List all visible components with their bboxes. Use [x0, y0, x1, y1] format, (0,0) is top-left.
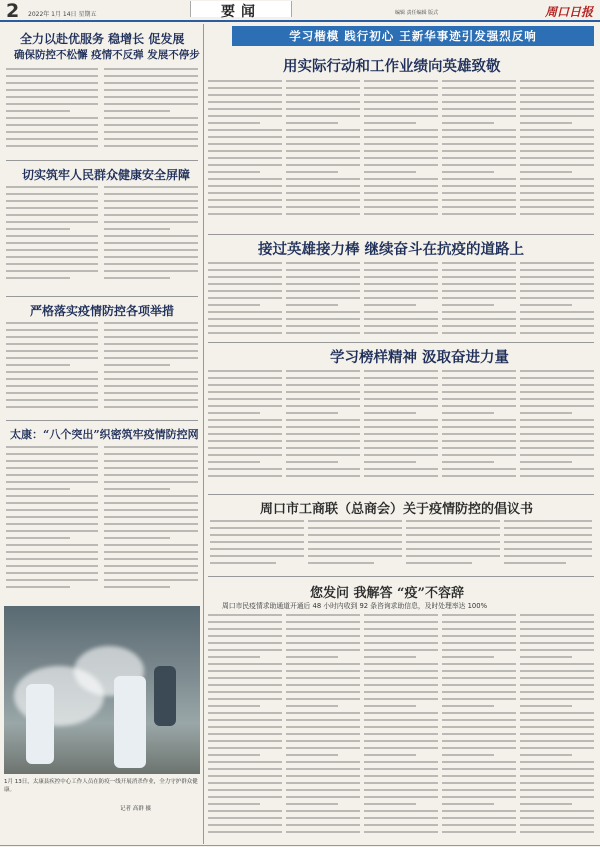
article-body: [286, 262, 360, 340]
article-body: [406, 520, 500, 572]
article-body: [364, 80, 438, 230]
article-divider: [6, 296, 198, 297]
article-body: [104, 322, 198, 416]
article-body: [6, 186, 98, 292]
article-body: [504, 520, 592, 572]
newspaper-logo: 周口日报: [545, 5, 594, 19]
article-subtitle: 确保防控不松懈 疫情不反弹 发展不停步: [14, 49, 200, 61]
article-title: 太康：“八个突出”织密筑牢疫情防控网: [10, 428, 199, 441]
section-title: 要闻: [190, 1, 292, 17]
editor-info: 编辑 责任编辑 版式: [395, 10, 439, 16]
article-body: [308, 520, 402, 572]
article-body: [208, 370, 282, 490]
article-title: 严格落实疫情防控各项举措: [30, 304, 175, 318]
article-body: [520, 80, 594, 230]
article-subtitle: 周口市民疫情求助通道开通后 48 小时内收到 92 条咨询求助信息，及时处理率达 100%: [222, 602, 488, 610]
article-body: [364, 262, 438, 340]
article-body: [6, 68, 98, 154]
article-title: 您发问 我解答 “疫”不容辞: [310, 586, 465, 601]
article-body: [6, 446, 98, 600]
article-body: [210, 520, 304, 572]
article-title: 接过英雄接力棒 继续奋斗在抗疫的道路上: [258, 241, 525, 258]
article-body: [442, 262, 516, 340]
article-body: [364, 614, 438, 842]
article-title: 切实筑牢人民群众健康安全屏障: [22, 168, 191, 182]
article-body: [442, 80, 516, 230]
photo-credit: 记者 高群 摄: [120, 806, 151, 812]
article-body: [442, 370, 516, 490]
page-bottom-rule: [0, 845, 600, 846]
article-title: 全力以赴优服务 稳增长 促发展: [20, 32, 185, 46]
article-body: [208, 262, 282, 340]
article-body: [208, 80, 282, 230]
column-divider: [203, 24, 204, 844]
article-divider: [208, 342, 594, 343]
article-divider: [6, 160, 198, 161]
article-title: 学习榜样精神 汲取奋进力量: [330, 349, 510, 366]
photo-caption: 1月 13日，太康县疾控中心工作人员在防疫一线开展消杀作业，全力守护群众健康。: [4, 779, 198, 793]
article-body: [520, 370, 594, 490]
article-body: [442, 614, 516, 842]
article-divider: [208, 494, 594, 495]
article-body: [6, 322, 98, 416]
article-title: 用实际行动和工作业绩向英雄致敬: [283, 58, 501, 75]
news-photo: [4, 606, 200, 774]
article-divider: [208, 576, 594, 577]
article-body: [286, 370, 360, 490]
article-body: [520, 614, 594, 842]
article-body: [208, 614, 282, 842]
article-body: [104, 446, 198, 600]
article-body: [104, 68, 198, 154]
article-body: [286, 614, 360, 842]
article-divider: [208, 234, 594, 235]
page-number: 2: [6, 0, 20, 22]
article-body: [520, 262, 594, 340]
date-line: 2022年 1月 14日 星期五: [28, 11, 97, 18]
article-body: [364, 370, 438, 490]
article-title: 周口市工商联（总商会）关于疫情防控的倡议书: [260, 502, 534, 517]
feature-banner: 学习楷模 践行初心 王新华事迹引发强烈反响: [232, 26, 594, 46]
article-body: [286, 80, 360, 230]
article-body: [104, 186, 198, 292]
masthead: [0, 0, 600, 22]
article-divider: [6, 420, 198, 421]
